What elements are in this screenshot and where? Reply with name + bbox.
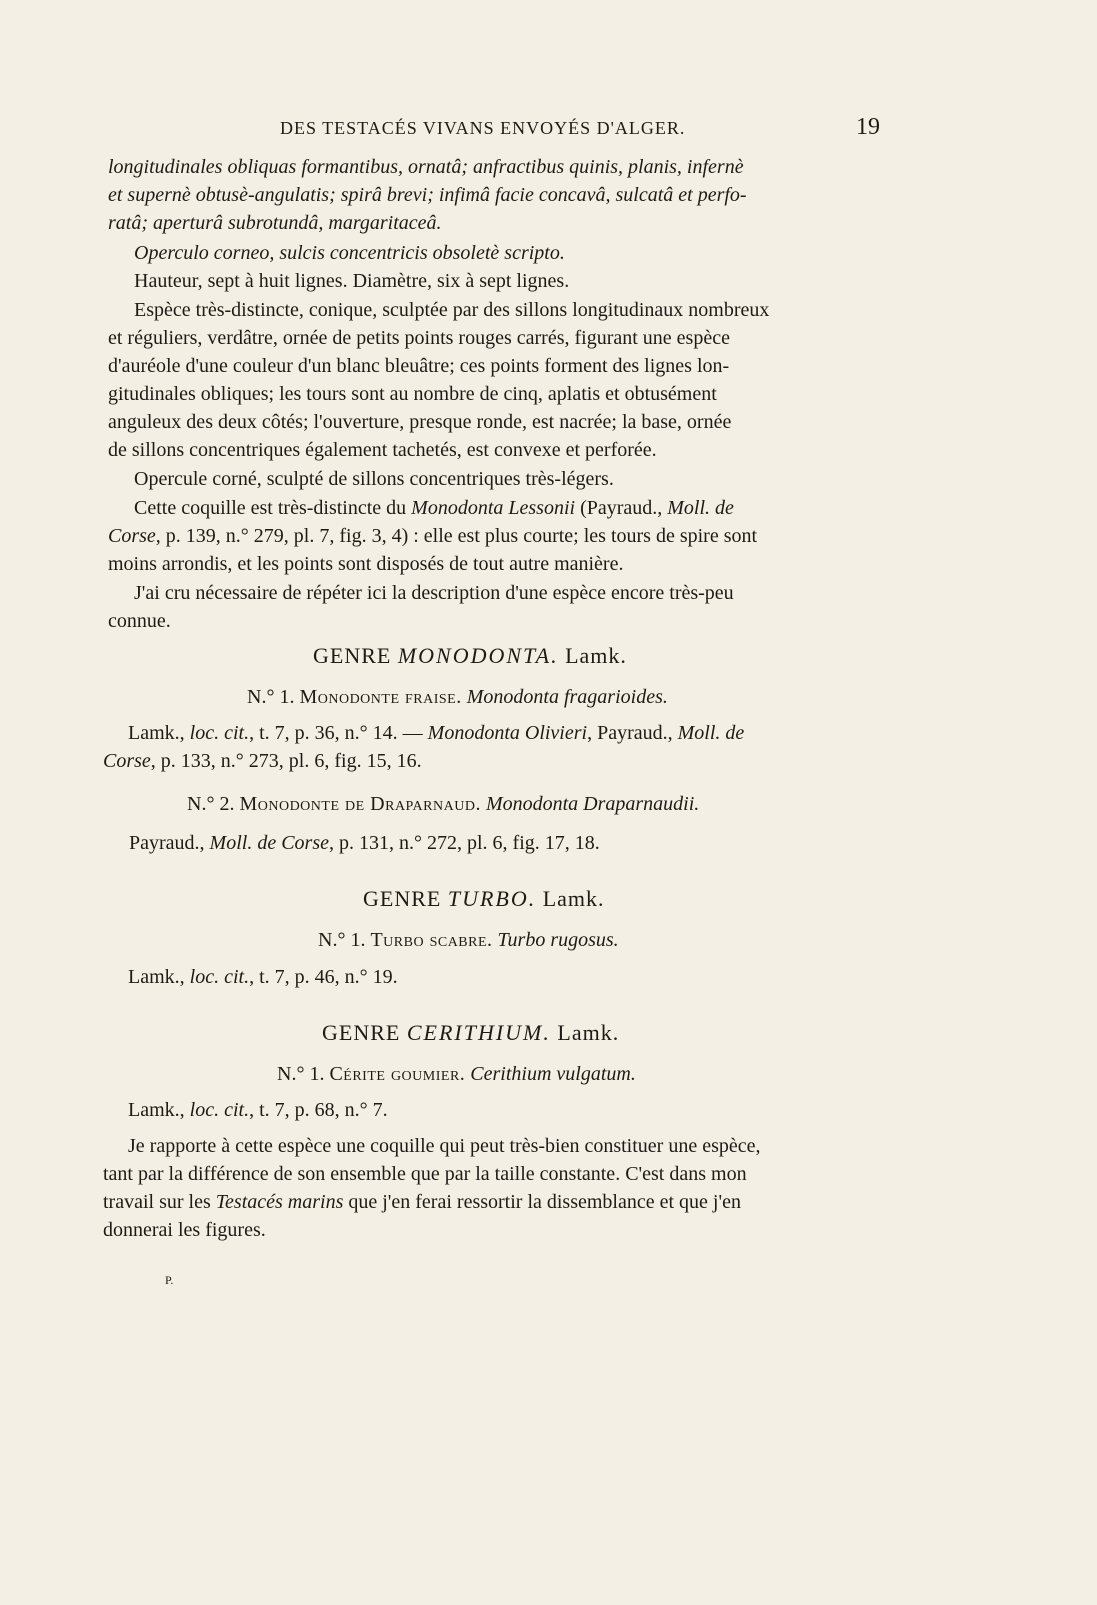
text-line: d'auréole d'une couleur d'un blanc bleuâtre; ces points forment des lignes lon-	[108, 355, 730, 377]
genus-author: Lamk.	[550, 1020, 620, 1045]
running-title: DES TESTACÉS VIVANS ENVOYÉS D'ALGER.	[280, 118, 686, 138]
genus-author: Lamk.	[536, 886, 605, 911]
text-span: que j'en ferai ressortir la dissemblance et que j'en	[343, 1191, 741, 1213]
reference-line	[128, 964, 398, 990]
text-span: , Payraud.,	[587, 722, 678, 744]
text-span: loc. cit.	[189, 1099, 250, 1121]
genus-prefix: GENRE	[313, 643, 398, 668]
page-number: 19	[856, 114, 880, 140]
text-span: (Payraud.,	[575, 497, 668, 519]
species-common-name: Monodonte de Draparnaud.	[239, 793, 481, 815]
reference-line	[128, 1097, 388, 1123]
text-span: , p. 133, n.° 273, pl. 6, fig. 15, 16.	[150, 750, 422, 772]
species-latin-name: Cerithium vulgatum.	[465, 1063, 636, 1085]
species-number: N.° 1.	[277, 1063, 330, 1085]
text-span: , t. 7, p. 36, n.° 14. —	[249, 722, 428, 744]
reference-line	[128, 720, 744, 746]
work-title: Corse	[108, 525, 156, 547]
text-line	[108, 523, 757, 549]
text-line	[134, 495, 734, 521]
species-number: N.° 1.	[247, 686, 300, 708]
printer-signature: P.	[165, 1273, 174, 1287]
work-title: Moll. de	[667, 497, 734, 519]
genus-heading	[363, 886, 605, 912]
text-span: , t. 7, p. 68, n.° 7.	[249, 1099, 388, 1121]
text-line: Opercule corné, sculpté de sillons concentriques très-légers.	[134, 468, 614, 490]
text-line: Je rapporte à cette espèce une coquille qui peut très-bien constituer une espèce,	[128, 1135, 761, 1157]
text-span: loc. cit.	[189, 722, 250, 744]
species-heading	[187, 791, 699, 817]
text-line: longitudinales obliquas formantibus, ornatâ; anfractibus quinis, planis, infernè	[108, 156, 744, 178]
text-line: connue.	[108, 610, 171, 632]
text-line: Operculo corneo, sulcis concentricis obsoletè scripto.	[134, 242, 565, 264]
genus-name: TURBO.	[447, 886, 537, 911]
text-span: , t. 7, p. 46, n.° 19.	[249, 966, 398, 988]
text-line: tant par la différence de son ensemble que par la taille constante. C'est dans mon	[103, 1163, 747, 1185]
text-line: et supernè obtusè-angulatis; spirâ brevi; infimâ facie concavâ, sulcatâ et perfo-	[108, 184, 747, 206]
text-line: de sillons concentriques également tachetés, est convexe et perforée.	[108, 439, 657, 461]
genus-name: MONODONTA.	[397, 643, 559, 668]
genus-author: Lamk.	[558, 643, 627, 668]
work-title: Testacés marins	[215, 1191, 344, 1213]
text-line	[103, 1189, 741, 1215]
text-line: Espèce très-distincte, conique, sculptée par des sillons longitudinaux nombreux	[134, 299, 770, 321]
text-line: et réguliers, verdâtre, ornée de petits points rouges carrés, figurant une espèce	[108, 327, 730, 349]
text-line: moins arrondis, et les points sont disposés de tout autre manière.	[108, 553, 624, 575]
species-heading	[247, 684, 668, 710]
taxon-name: Monodonta Olivieri	[427, 722, 588, 744]
text-line: gitudinales obliques; les tours sont au nombre de cinq, aplatis et obtusément	[108, 383, 717, 405]
text-line: donnerai les figures.	[103, 1219, 266, 1241]
species-common-name: Turbo scabre.	[370, 929, 493, 951]
work-title: Corse	[103, 750, 151, 772]
species-latin-name: Monodonta Draparnaudii.	[480, 793, 700, 815]
text-span: Lamk.,	[128, 966, 190, 988]
work-title: Moll. de Corse	[209, 832, 329, 854]
genus-prefix: GENRE	[363, 886, 448, 911]
species-number: N.° 2.	[187, 793, 240, 815]
species-common-name: Cérite goumier.	[329, 1063, 466, 1085]
genus-heading	[322, 1020, 619, 1046]
species-heading	[318, 927, 619, 953]
text-span: Lamk.,	[128, 1099, 190, 1121]
text-span: Cette coquille est très-distincte du	[134, 497, 412, 519]
text-line: ratâ; aperturâ subrotundâ, margaritaceâ.	[108, 212, 442, 234]
text-line: J'ai cru nécessaire de répéter ici la description d'une espèce encore très-peu	[134, 582, 734, 604]
species-latin-name: Monodonta fragarioides.	[461, 686, 668, 708]
text-span: loc. cit.	[189, 966, 250, 988]
reference-line	[103, 748, 422, 774]
genus-heading	[313, 643, 627, 669]
text-span: , p. 131, n.° 272, pl. 6, fig. 17, 18.	[328, 832, 600, 854]
text-span: Lamk.,	[128, 722, 190, 744]
text-span: Payraud.,	[129, 832, 210, 854]
text-span: , p. 139, n.° 279, pl. 7, fig. 3, 4) : elle est plus courte; les tours de spire sont	[155, 525, 758, 547]
reference-line	[129, 830, 600, 856]
genus-name: CERITHIUM.	[406, 1020, 551, 1045]
species-common-name: Monodonte fraise.	[299, 686, 462, 708]
species-latin-name: Turbo rugosus.	[492, 929, 619, 951]
text-line: anguleux des deux côtés; l'ouverture, presque ronde, est nacrée; la base, ornée	[108, 411, 732, 433]
text-span: travail sur les	[103, 1191, 216, 1213]
work-title: Moll. de	[677, 722, 745, 744]
taxon-name: Monodonta Lessonii	[411, 497, 576, 519]
species-number: N.° 1.	[318, 929, 371, 951]
text-line: Hauteur, sept à huit lignes. Diamètre, six à sept lignes.	[134, 270, 570, 292]
genus-prefix: GENRE	[322, 1020, 407, 1045]
species-heading	[277, 1061, 636, 1087]
